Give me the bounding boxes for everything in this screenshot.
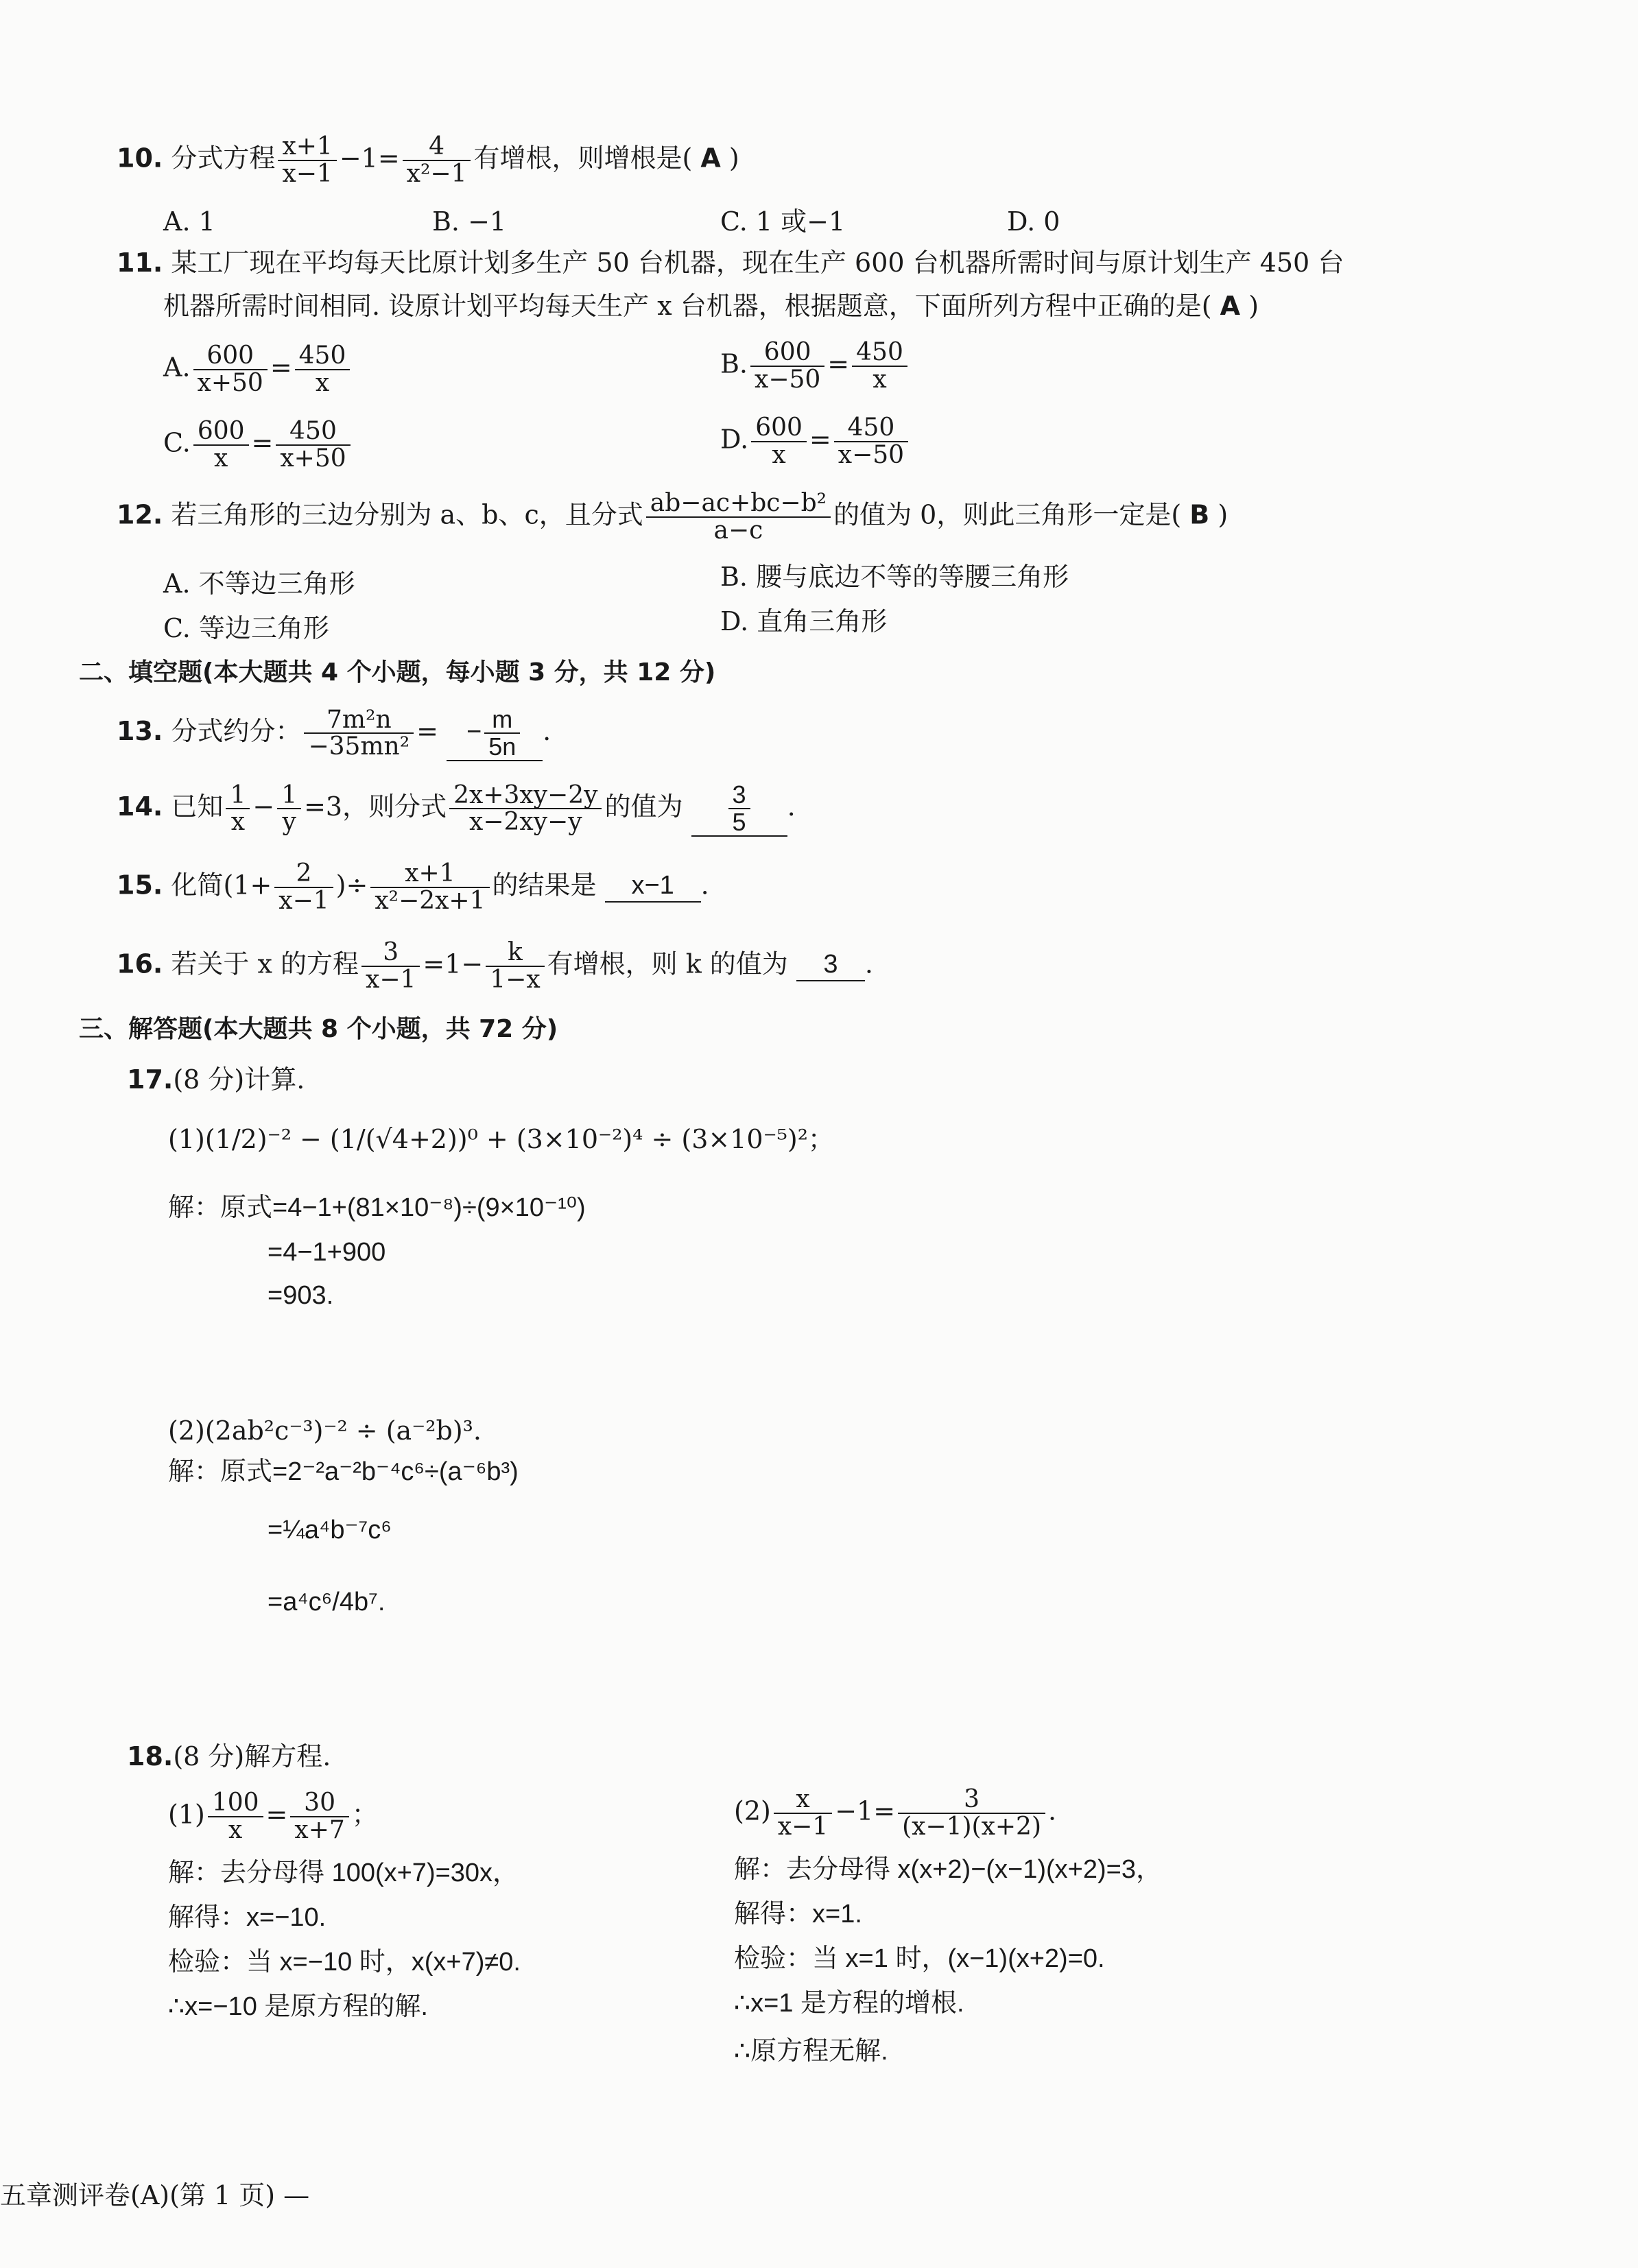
- solution-line: =903.: [268, 1281, 334, 1310]
- option-a: A. 不等边三角形: [163, 569, 355, 599]
- solution-line: =4−1+900: [268, 1238, 386, 1267]
- answer-blank: x−1: [605, 871, 701, 903]
- section-heading: 二、填空题(本大题共 4 个小题，每小题 3 分，共 12 分): [79, 658, 716, 687]
- problem-18-2: (2) $\frac{x}{x-1}$ −1= $\frac{3}{(x-1)(x+2)}$ .: [734, 1785, 1057, 1841]
- problem-17-2: (2)(2ab²c⁻³)⁻² ÷ (a⁻²b)³.: [168, 1416, 482, 1446]
- answer-blank: 3: [796, 950, 865, 981]
- solution-line: 检验：当 x=1 时，(x−1)(x+2)=0.: [734, 1944, 1105, 1973]
- problem-17-1: (1)(1/2)⁻² − (1/(√4+2))⁰ + (3×10⁻²)⁴ ÷ (3×10⁻⁵)²；: [168, 1124, 834, 1154]
- section-heading: 三、解答题(本大题共 8 个小题，共 72 分): [79, 1015, 558, 1043]
- solution-line: 检验：当 x=−10 时，x(x+7)≠0.: [168, 1948, 521, 1977]
- question-13: 13. 分式约分： $\frac{\text{7m²n}}{\text{−35mn²}}$ = − $\frac{m}{5n}$ .: [117, 705, 551, 761]
- problem-18-1: (1) $\frac{100}{x}$ = $\frac{30}{x+7}$ ；: [168, 1789, 378, 1844]
- solution-line: =¼a⁴b⁻⁷c⁶: [268, 1516, 392, 1544]
- solution-line: 解：去分母得 x(x+2)−(x−1)(x+2)=3，: [734, 1855, 1162, 1884]
- fraction: $\frac{x+1}{x-1}$: [278, 134, 336, 187]
- solution-line: ∴x=1 是方程的增根.: [734, 1989, 964, 2018]
- solution-line: 解得：x=1.: [734, 1900, 862, 1929]
- solution-line: 解：原式=2⁻²a⁻²b⁻⁴c⁶÷(a⁻⁶b³): [168, 1457, 519, 1486]
- solution-line: =a⁴c⁶/4b⁷.: [268, 1588, 385, 1616]
- question-10: 10. 分式方程 $\frac{x+1}{x-1}$ −1= $\frac{4}{\text{x²−1}}$ 有增根，则增根是( A ): [117, 132, 739, 188]
- question-14: 14. 已知 $\frac{1}{x}$ − $\frac{1}{y}$ =3，则分式 $\frac{2x+3xy-2y}{x-2xy-y}$ 的值为 $\frac{3}{5}$ .: [117, 780, 796, 837]
- question-15: 15. 化简(1+ $\frac{2}{x-1}$ )÷ $\frac{x+1}{\text{x²−2x+1}}$ 的结果是 x−1 .: [117, 859, 709, 915]
- solution-line: 解：原式=4−1+(81×10⁻⁸)÷(9×10⁻¹⁰): [168, 1193, 586, 1222]
- option-c: C. 1 或−1: [720, 206, 846, 237]
- option-a: A. 1: [163, 206, 215, 237]
- page-footer: 五章测评卷(A)(第 1 页) —: [0, 2180, 310, 2210]
- answer: A: [700, 143, 721, 174]
- option-c: C. 等边三角形: [163, 613, 329, 643]
- option-b: B. $\frac{600}{x-50}$ = $\frac{450}{x}$: [720, 339, 910, 393]
- solution-line: ∴x=−10 是原方程的解.: [168, 1992, 428, 2021]
- option-d: D. 直角三角形: [720, 606, 888, 636]
- question-11-line2: 机器所需时间相同. 设原计划平均每天生产 x 台机器，根据题意，下面所列方程中正确的是( A ): [163, 291, 1259, 321]
- answer: A: [1220, 291, 1241, 321]
- question-11: 11. 某工厂现在平均每天比原计划多生产 50 台机器，现在生产 600 台机器所需时间与原计划生产 450 台: [117, 248, 1344, 278]
- fraction: $\frac{4}{\text{x²−1}}$: [403, 134, 471, 187]
- option-d: D. $\frac{600}{x}$ = $\frac{450}{x-50}$: [720, 415, 911, 468]
- question-17: 17.(8 分)计算.: [127, 1064, 305, 1095]
- answer: B: [1189, 499, 1210, 530]
- option-a: A. $\frac{600}{x+50}$ = $\frac{450}{x}$: [163, 343, 353, 396]
- option-b: B. 腰与底边不等的等腰三角形: [720, 562, 1069, 592]
- answer-blank: − $\frac{m}{5n}$: [447, 706, 543, 761]
- question-18: 18.(8 分)解方程.: [127, 1741, 331, 1771]
- question-16: 16. 若关于 x 的方程 $\frac{3}{x-1}$ =1− $\frac{k}{1-x}$ 有增根，则 k 的值为 3 .: [117, 938, 873, 994]
- option-d: D. 0: [1007, 206, 1060, 237]
- solution-line: 解：去分母得 100(x+7)=30x，: [168, 1859, 519, 1887]
- solution-line: 解得：x=−10.: [168, 1903, 327, 1932]
- question-12: 12. 若三角形的三边分别为 a、b、c，且分式 $\frac{\text{ab−ac+bc−b²}}{a-c}$ 的值为 0，则此三角形一定是( B ): [117, 489, 1228, 545]
- option-b: B. −1: [432, 206, 507, 237]
- answer-blank: $\frac{3}{5}$: [691, 782, 787, 837]
- solution-line: ∴原方程无解.: [734, 2037, 888, 2066]
- option-c: C. $\frac{600}{x}$ = $\frac{450}{x+50}$: [163, 418, 353, 472]
